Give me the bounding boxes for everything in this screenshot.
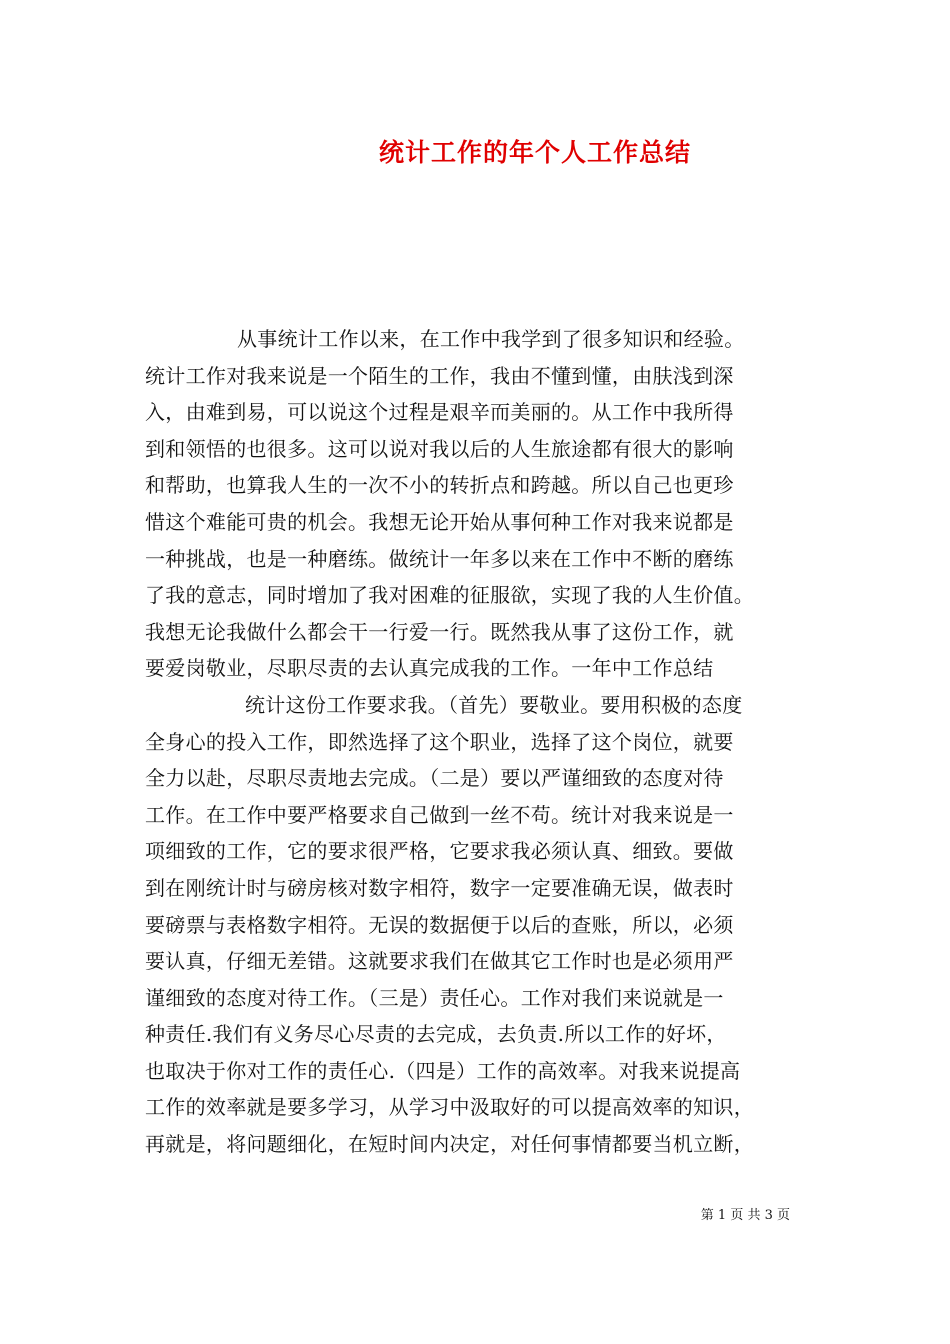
document-title: 统计工作的年个人工作总结	[378, 138, 691, 167]
body-line: 我想无论我做什么都会干一行爱一行。既然我从事了这份工作，就	[145, 619, 734, 644]
body-line: 工作。在工作中要严格要求自己做到一丝不苟。统计对我来说是一	[145, 802, 734, 827]
body-line: 到和领悟的也很多。这可以说对我以后的人生旅途都有很大的影响	[145, 436, 734, 461]
body-line: 谨细致的态度对待工作。（三是）责任心。工作对我们来说就是一	[145, 985, 724, 1010]
body-line: 一种挑战，也是一种磨练。做统计一年多以来在工作中不断的磨练	[145, 546, 734, 571]
body-line: 再就是，将问题细化，在短时间内决定，对任何事情都要当机立断，	[145, 1132, 754, 1157]
body-line: 统计工作对我来说是一个陌生的工作，我由不懂到懂，由肤浅到深	[145, 363, 734, 388]
document-body	[145, 321, 815, 1163]
body-line: 到在刚统计时与磅房核对数字相符，数字一定要准确无误，做表时	[145, 875, 734, 900]
body-line: 全力以赴，尽职尽责地去完成。（二是）要以严谨细致的态度对待	[145, 766, 724, 791]
body-line: 和帮助，也算我人生的一次不小的转折点和跨越。所以自己也更珍	[145, 473, 734, 498]
body-line: 入，由难到易，可以说这个过程是艰辛而美丽的。从工作中我所得	[145, 400, 734, 425]
body-line: 统计这份工作要求我。（首先）要敬业。要用积极的态度	[245, 692, 743, 717]
body-line: 全身心的投入工作，即然选择了这个职业，选择了这个岗位，就要	[145, 729, 734, 754]
body-line: 项细致的工作，它的要求很严格，它要求我必须认真、细致。要做	[145, 839, 734, 864]
body-line: 惜这个难能可贵的机会。我想无论开始从事何种工作对我来说都是	[145, 509, 734, 534]
page-number: 第 1 页 共 3 页	[700, 1208, 790, 1223]
body-line: 要磅票与表格数字相符。无误的数据便于以后的查账，所以，必须	[145, 912, 734, 937]
body-line: 工作的效率就是要多学习，从学习中汲取好的可以提高效率的知识，	[145, 1095, 754, 1120]
body-line: 要爱岗敬业，尽职尽责的去认真完成我的工作。一年中工作总结	[145, 656, 714, 681]
body-line: 种责任.我们有义务尽心尽责的去完成，去负责.所以工作的好坏，	[145, 1022, 727, 1047]
body-line: 了我的意志，同时增加了我对困难的征服欲，实现了我的人生价值。	[145, 583, 754, 608]
body-line: 也取决于你对工作的责任心.（四是）工作的高效率。对我来说提高	[145, 1058, 741, 1083]
body-line: 要认真，仔细无差错。这就要求我们在做其它工作时也是必须用严	[145, 949, 734, 974]
body-line: 从事统计工作以来，在工作中我学到了很多知识和经验。	[237, 327, 745, 351]
